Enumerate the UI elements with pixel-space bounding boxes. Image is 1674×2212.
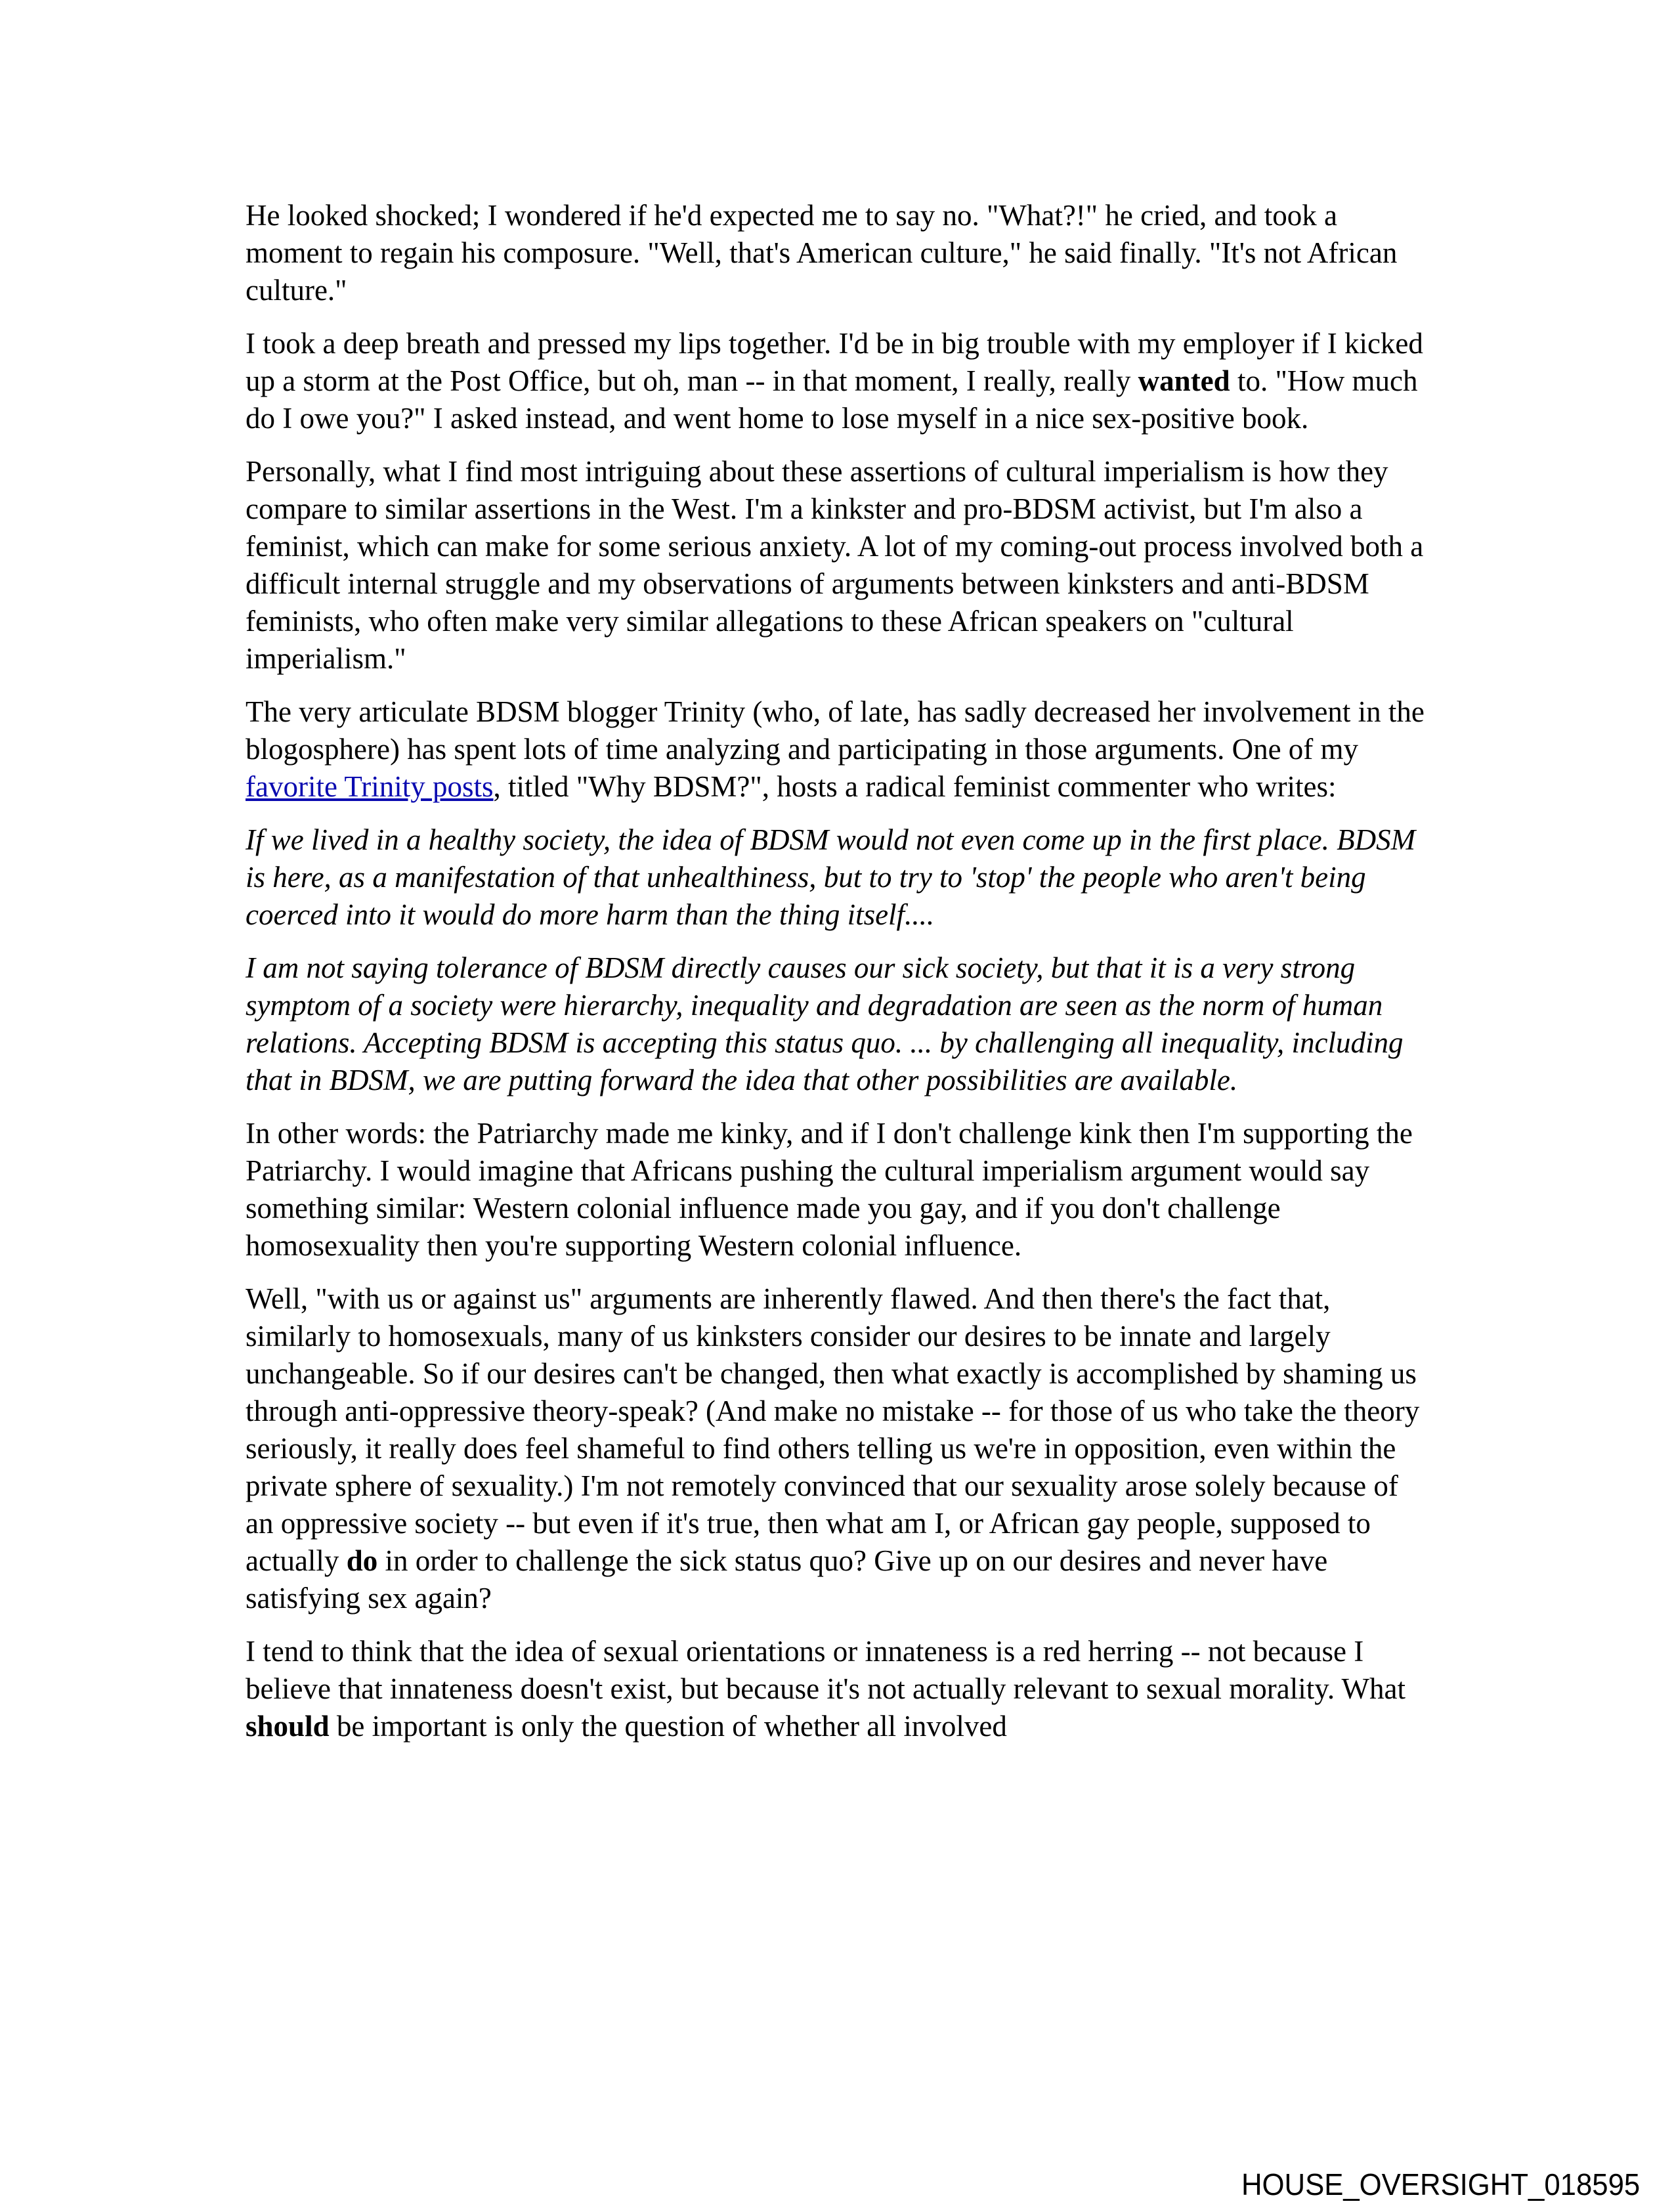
- text-segment: I tend to think that the idea of sexual orientations or innateness is a red herring -- not because I believe that innateness doesn't exist, but because it's not actually relevant to sexual morality. What: [246, 1635, 1406, 1705]
- bates-number: HOUSE_OVERSIGHT_018595: [1241, 2167, 1640, 2201]
- text-segment: He looked shocked; I wondered if he'd expected me to say no. "What?!" he cried, and took a moment to regain his composure. "Well, that's American culture," he said finally. "It's not African culture.": [246, 199, 1398, 307]
- text-segment: Well, "with us or against us" arguments are inherently flawed. And then there's the fact that, similarly to homosexuals, many of us kinksters consider our desires to be innate and largely unchangeable. So if our desires can't be changed, then what exactly is accomplished by shaming us through anti-oppressive theory-speak? (And make no mistake -- for those of us who take the theory seriously, it really does feel shameful to find others telling us we're in opposition, even within the private sphere of sexuality.) I'm not remotely convinced that our sexuality arose solely because of an oppressive society -- but even if it's true, then what am I, or African gay people, supposed to actually: [246, 1282, 1420, 1577]
- body-paragraph: [246, 693, 1427, 806]
- body-paragraph: [246, 1115, 1427, 1265]
- body-paragraph: [246, 453, 1427, 678]
- text-segment: I took a deep breath and pressed my lips together. I'd be in big trouble with my employer if I kicked up a storm at the Post Office, but oh, man -- in that moment, I really, really: [246, 327, 1423, 397]
- favorite-trinity-posts-link[interactable]: favorite Trinity posts: [246, 770, 494, 803]
- emphasis-text: should: [246, 1710, 330, 1743]
- emphasis-text: do: [346, 1544, 378, 1577]
- text-segment: in order to challenge the sick status quo? Give up on our desires and never have satisfying sex again?: [246, 1544, 1328, 1615]
- text-segment: In other words: the Patriarchy made me kinky, and if I don't challenge kink then I'm supporting the Patriarchy. I would imagine that Africans pushing the cultural imperialism argument would say something similar: Western colonial influence made you gay, and if you don't challenge homosexuality then you're supporting Western colonial influence.: [246, 1117, 1413, 1262]
- blockquote-paragraph: [246, 949, 1427, 1099]
- text-segment: I am not saying tolerance of BDSM directly causes our sick society, but that it is a very strong symptom of a society were hierarchy, inequality and degradation are seen as the norm of human relations. Accepting BDSM is accepting this status quo. ... by challenging all inequality, including that in BDSM, we are putting forward the idea that other possibilities are available.: [246, 951, 1404, 1096]
- text-segment: to. "How much do I owe you?" I asked instead, and went home to lose myself in a nice sex-positive book.: [246, 364, 1418, 435]
- emphasis-text: wanted: [1138, 364, 1230, 397]
- text-segment: The very articulate BDSM blogger Trinity (who, of late, has sadly decreased her involvement in the blogosphere) has spent lots of time analyzing and participating in those arguments. One of my: [246, 695, 1425, 766]
- document-body: [246, 197, 1427, 1761]
- text-segment: be important is only the question of whether all involved: [329, 1710, 1007, 1743]
- body-paragraph: [246, 1633, 1427, 1745]
- body-paragraph: [246, 325, 1427, 437]
- text-segment: , titled "Why BDSM?", hosts a radical feminist commenter who writes:: [493, 770, 1337, 803]
- body-paragraph: [246, 1280, 1427, 1617]
- body-paragraph: [246, 197, 1427, 309]
- blockquote-paragraph: [246, 821, 1427, 934]
- text-segment: Personally, what I find most intriguing about these assertions of cultural imperialism is how they compare to similar assertions in the West. I'm a kinkster and pro-BDSM activist, but I'm also a feminist, which can make for some serious anxiety. A lot of my coming-out process involved both a difficult internal struggle and my observations of arguments between kinksters and anti-BDSM feminists, who often make very similar allegations to these African speakers on "cultural imperialism.": [246, 455, 1424, 675]
- text-segment: If we lived in a healthy society, the idea of BDSM would not even come up in the first place. BDSM is here, as a manifestation of that unhealthiness, but to try to 'stop' the people who aren't being coerced into it would do more harm than the thing itself....: [246, 823, 1416, 931]
